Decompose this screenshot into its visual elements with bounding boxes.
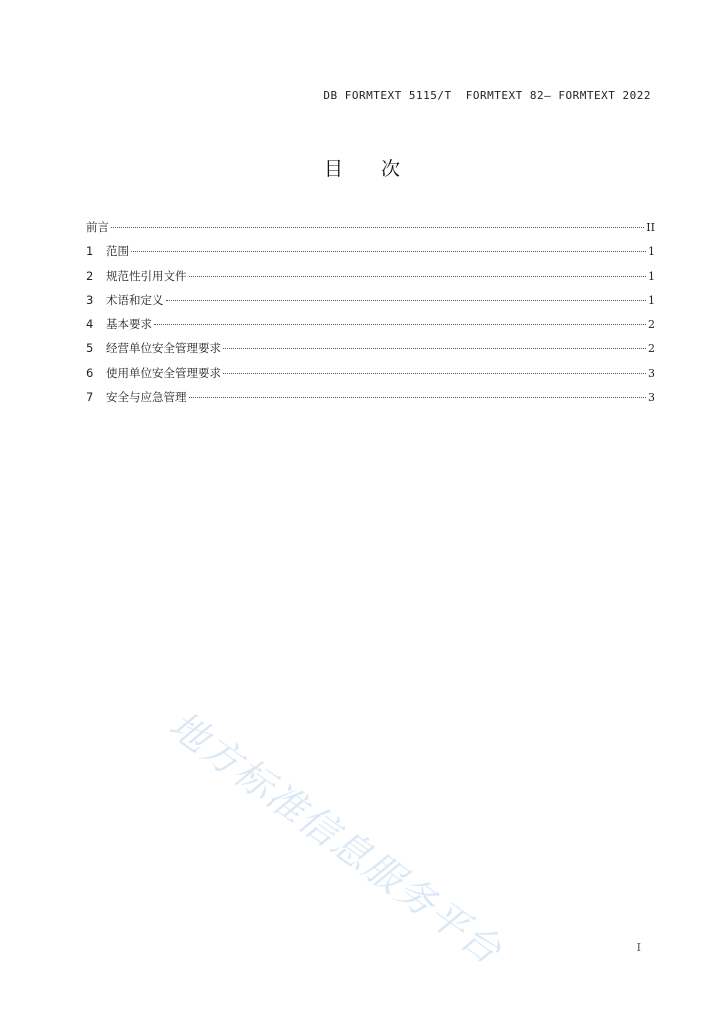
toc-entry-6[interactable] [86,365,655,389]
toc-entry-page: 2 [648,342,655,356]
toc-entry-number: 3 [86,292,94,307]
toc-entry-number: 4 [86,317,94,332]
toc-entry-page: 3 [648,391,655,405]
toc-entry-page: II [646,221,655,234]
document-header: DB FORMTEXT 5115/T FORMTEXT 82— FORMTEXT 2022 [323,89,651,102]
watermark: 地方标准信息服务平台 [161,702,511,974]
toc-dot-leader [189,397,647,398]
page-title [0,154,724,181]
toc-entry-page: 1 [648,245,655,259]
toc-entry-label: 术语和定义 [106,292,164,307]
toc-entry-page: 1 [648,293,655,307]
toc-entry-foreword[interactable] [86,219,655,243]
toc-entry-number: 1 [86,244,94,259]
toc-entry-label: 经营单位安全管理要求 [106,341,221,356]
toc-entry-label: 基本要求 [106,317,152,332]
toc-dot-leader [111,227,644,228]
toc-entry-number: 2 [86,268,94,283]
toc-dot-leader [223,373,646,374]
toc-entry-1[interactable] [86,243,655,267]
toc-entry-label: 范围 [106,244,129,259]
toc-entry-label: 使用单位安全管理要求 [106,365,221,380]
toc-entry-4[interactable] [86,316,655,340]
toc-entry-number: 5 [86,341,94,356]
toc-entry-3[interactable] [86,292,655,316]
toc-entry-page: 3 [648,366,655,380]
toc-dot-leader [154,324,646,325]
toc-dot-leader [189,276,647,277]
toc-entry-label: 前言 [86,220,109,234]
toc-entry-label: 安全与应急管理 [106,390,187,405]
toc-entry-7[interactable] [86,389,655,413]
page-number: I [636,941,641,954]
toc-entry-page: 1 [648,269,655,283]
toc-dot-leader [131,251,646,252]
toc-dot-leader [223,348,646,349]
toc-entry-page: 2 [648,318,655,332]
toc-entry-number: 6 [86,365,94,380]
toc-entry-5[interactable] [86,340,655,364]
title-char-1: 目 [323,158,343,180]
toc-entry-number: 7 [86,390,94,405]
toc-dot-leader [166,300,647,301]
table-of-contents [86,219,655,413]
toc-entry-label: 规范性引用文件 [106,268,187,283]
toc-entry-2[interactable] [86,268,655,292]
title-char-2: 次 [381,158,401,180]
